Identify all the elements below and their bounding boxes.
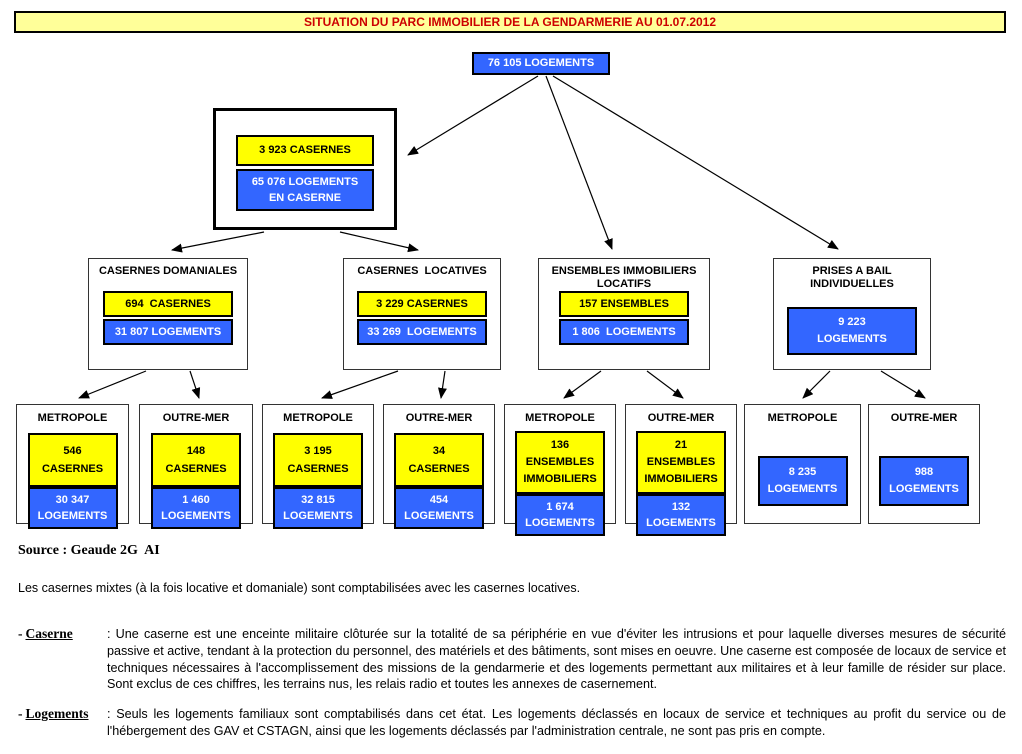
casernes-value: 3 229 CASERNES [357,291,487,317]
definition-text: : Seuls les logements familiaux sont comptabilisés dans cet état. Les logements déclassés en locaux de service et techniques au profit du service ou de l'hébergement des GAV et CSTAGN, ainsi que les logements déclassés par l'administration centrale, ne sont pas pris en compte. [107,707,1006,738]
node-title: CASERNES DOMANIALES [98,265,238,277]
mixed-casernes-note: Les casernes mixtes (à la fois locative et domaniale) sont comptabilisées avec les casernes locatives. [18,581,581,595]
source-line: Source : Geaude 2G AI [18,543,160,558]
node-title: ENSEMBLES IMMOBILIERS LOCATIFS [551,265,697,290]
node-prises-outre-mer [868,404,980,524]
bullet: - [18,626,23,641]
node-title: METROPOLE [37,412,108,424]
logements-value: 454 LOGEMENTS [394,487,484,529]
node-domaniales-metropole [16,404,129,524]
logements-en-caserne-value: 65 076 LOGEMENTS EN CASERNE [236,169,374,211]
logements-value: 31 807 LOGEMENTS [103,319,233,345]
node-prises-metropole [744,404,861,524]
node-locatives-outre-mer [383,404,495,524]
node-locatives-metropole [262,404,374,524]
definition-term [18,626,107,693]
node-casernes-locatives [343,258,501,370]
bullet: - [18,706,23,721]
ensembles-value: 136 ENSEMBLES IMMOBILIERS [515,431,605,494]
node-domaniales-outre-mer [139,404,253,524]
node-ensembles-immobiliers-locatifs [538,258,710,370]
definition-caserne [18,626,1006,693]
node-title: OUTRE-MER [405,412,473,424]
casernes-value: 34 CASERNES [394,433,484,487]
casernes-value: 3 195 CASERNES [273,433,363,487]
logements-value: 32 815 LOGEMENTS [273,487,363,529]
casernes-value: 148 CASERNES [151,433,241,487]
ensembles-value: 21 ENSEMBLES IMMOBILIERS [636,431,726,494]
node-title: PRISES A BAIL INDIVIDUELLES [810,265,894,290]
casernes-value: 694 CASERNES [103,291,233,317]
term-label: Logements [25,706,89,721]
ensembles-value: 157 ENSEMBLES [559,291,689,317]
node-prises-a-bail-individuelles [773,258,931,370]
casernes-total-value: 3 923 CASERNES [236,135,374,166]
definition-text: : Une caserne est une enceinte militaire clôturée sur la totalité de sa périphérie en vue d'éviter les intrusions et pour laquelle diverses mesures de sécurité passive et active, tendant à la protection du personnel, des matériels et des bâtiments, sont mises en oeuvre. Une caserne est composée de locaux de service et techniques nécessaires à l'accomplissement des missions de la gendarmerie et des logements permettant aux militaires et à leur famille de résider sur place. Sont exclus de ces chiffres, les terrains nus, les relais radio et toutes les annexes de casernement. [107,627,1006,692]
casernes-value: 546 CASERNES [28,433,118,487]
node-title: CASERNES LOCATIVES [357,265,487,277]
logements-value: 988 LOGEMENTS [879,456,969,506]
node-casernes-domaniales [88,258,248,370]
node-title: OUTRE-MER [162,412,230,424]
node-ensembles-outre-mer [625,404,737,529]
node-casernes-group [213,108,397,230]
logements-value: 9 223 LOGEMENTS [787,307,917,355]
term-label: Caserne [25,626,73,641]
logements-value: 1 806 LOGEMENTS [559,319,689,345]
node-title: METROPOLE [525,412,595,424]
logements-value: 8 235 LOGEMENTS [758,456,848,506]
definition-term [18,706,107,740]
logements-value: 30 347 LOGEMENTS [28,487,118,529]
page-title: SITUATION DU PARC IMMOBILIER DE LA GENDARMERIE AU 01.07.2012 [14,11,1006,33]
node-ensembles-metropole [504,404,616,529]
node-title: METROPOLE [283,412,353,424]
logements-value: 33 269 LOGEMENTS [357,319,487,345]
node-title: METROPOLE [767,412,838,424]
logements-value: 1 674 LOGEMENTS [515,494,605,536]
definition-logements [18,706,1006,740]
node-title: OUTRE-MER [890,412,958,424]
node-total-logements: 76 105 LOGEMENTS [472,52,610,75]
logements-value: 1 460 LOGEMENTS [151,487,241,529]
node-title: OUTRE-MER [647,412,715,424]
logements-value: 132 LOGEMENTS [636,494,726,536]
